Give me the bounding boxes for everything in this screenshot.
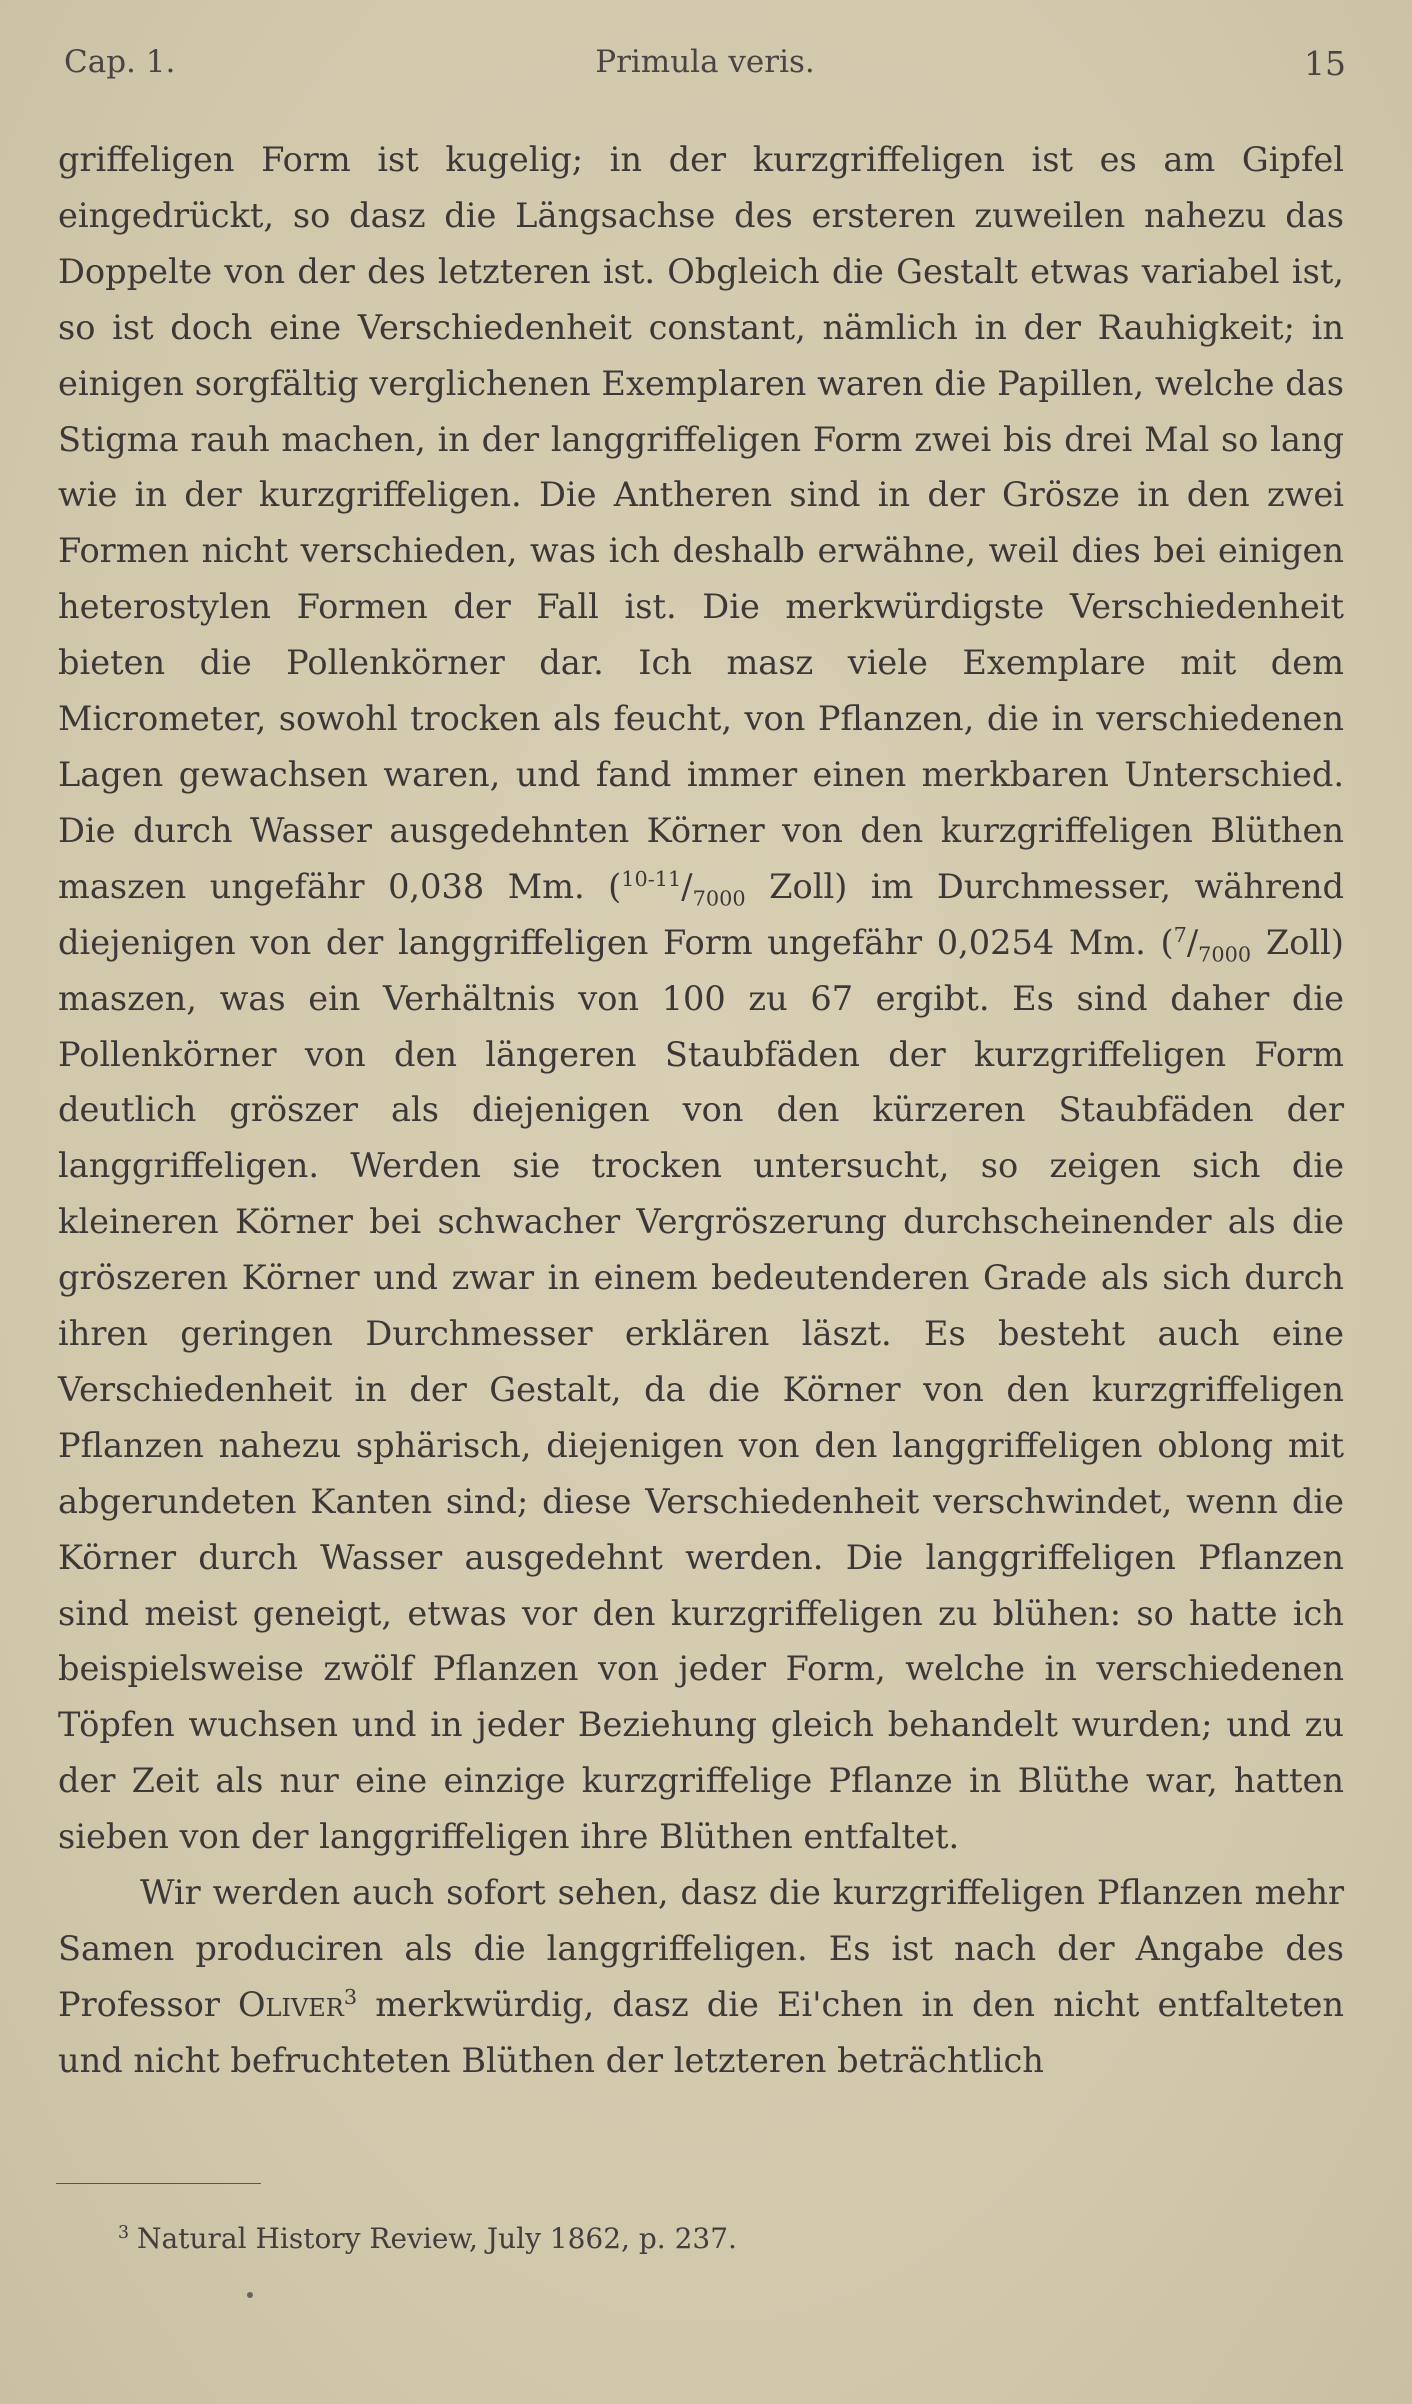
running-title: Primula veris.	[595, 44, 815, 80]
footnote-reference: 3	[343, 1984, 358, 2009]
fraction-denominator: 7000	[1198, 942, 1252, 967]
text-run: Zoll) im Durchmesser, während diejenigen von der langgriffeligen Form ungefähr 0,0254 Mm. (	[58, 866, 1344, 962]
fraction-denominator: 7000	[692, 886, 746, 911]
body-text	[58, 132, 1344, 2089]
fraction-numerator: 7	[1173, 922, 1187, 947]
footnote-text: Natural History Review, July 1862, p. 237.	[137, 2222, 737, 2255]
footnote-mark: 3	[118, 2222, 130, 2243]
paragraph: griffeligen Form ist kugelig; in der kurzgriffeligen ist es am Gipfel eingedrückt, so dasz die Längsachse des ersteren zuweilen nahezu das Doppelte von der des letzteren ist. Obgleich die Gestalt etwas variabel ist, so ist doch eine Verschiedenheit constant, nämlich in der Rauhigkeit; in einigen sorgfältig verglichenen Exemplaren waren die Papillen, welche das Stigma rauh machen, in der langgriffeligen Form zwei bis drei Mal so lang wie in der kurzgriffeligen. Die Antheren sind in der Grösze in den zwei Formen nicht verschieden, was ich deshalb erwähne, weil dies bei einigen heterostylen Formen der Fall ist. Die merkwürdigste Verschiedenheit bieten die Pollenkörner dar. Ich masz viele Exemplare mit dem Micrometer, sowohl trocken als feucht, von Pflanzen, die in verschiedenen Lagen gewachsen waren, und fand immer einen merkbaren Unterschied. Die durch Wasser ausgedehnten Körner von den kurzgriffeligen Blüthen maszen ungefähr 0,038 Mm. ($^{10-11}/_{7000}$ Zoll) im Durchmesser, während diejenigen von der langgriffeligen Form ungefähr 0,0254 Mm. ($^7/_{7000}$ Zoll) maszen, was ein Verhältnis von 100 zu 67 ergibt. Es sind daher die Pollenkörner von den längeren Staubfäden der kurzgriffeligen Form deutlich gröszer als diejenigen von den kürzeren Staubfäden der langgriffeligen. Werden sie trocken untersucht, so zeigen sich die kleineren Körner bei schwacher Vergröszerung durchscheinender als die gröszeren Körner und zwar in einem bedeutenderen Grade als sich durch ihren geringen Durchmesser erklären läszt. Es besteht auch eine Verschiedenheit in der Gestalt, da die Körner von den kurzgriffeligen Pflanzen nahezu sphärisch, diejenigen von den langgriffeligen oblong mit abgerundeten Kanten sind; diese Verschiedenheit verschwindet, wenn die Körner durch Wasser ausgedehnt werden. Die langgriffeligen Pflanzen sind meist geneigt, etwas vor den kurzgriffeligen zu blühen: so hatte ich beispielsweise zwölf Pflanzen von jeder Form, welche in verschiedenen Töpfen wuchsen und in jeder Beziehung gleich behandelt wurden; und zu der Zeit als nur eine einzige kurzgriffelige Pflanze in Blüthe war, hatten sieben von der langgriffeligen ihre Blüthen entfaltet.	[58, 140, 1344, 1857]
text-run: merkwürdig, dasz die Ei'chen in den nicht entfalteten und nicht befruchteten Blüthen der letzteren beträchtlich	[58, 1984, 1344, 2080]
footnote	[118, 2222, 737, 2255]
paper-speck	[247, 2292, 253, 2298]
running-head	[64, 44, 1346, 90]
fraction-numerator: 10-11	[621, 866, 682, 891]
text-run: Wir werden auch sofort sehen, dasz die kurzgriffeligen Pflanzen mehr Samen produciren als die langgriffeligen. Es ist nach der Angabe des Professor	[58, 1873, 1344, 2024]
footnote-divider	[56, 2183, 261, 2184]
page-number: 15	[1304, 44, 1346, 83]
author-name: Oliver	[238, 1984, 344, 2024]
text-run: Zoll) maszen, was ein Verhältnis von 100 zu 67 ergibt. Es sind daher die Pollenkörner von den längeren Staubfäden der kurzgriffeligen Form deutlich gröszer als diejenigen von den kürzeren Staubfäden der langgriffeligen. Werden sie trocken untersucht, so zeigen sich die kleineren Körner bei schwacher Vergröszerung durchscheinender als die gröszeren Körner und zwar in einem bedeutenderen Grade als sich durch ihren geringen Durchmesser erklären läszt. Es besteht auch eine Verschiedenheit in der Gestalt, da die Körner von den kurzgriffeligen Pflanzen nahezu sphärisch, diejenigen von den langgriffeligen oblong mit abgerundeten Kanten sind; diese Verschiedenheit verschwindet, wenn die Körner durch Wasser ausgedehnt werden. Die langgriffeligen Pflanzen sind meist geneigt, etwas vor den kurzgriffeligen zu blühen: so hatte ich beispielsweise zwölf Pflanzen von jeder Form, welche in verschiedenen Töpfen wuchsen und in jeder Beziehung gleich behandelt wurden; und zu der Zeit als nur eine einzige kurzgriffelige Pflanze in Blüthe war, hatten sieben von der langgriffeligen ihre Blüthen entfaltet.	[58, 922, 1344, 1857]
paragraph	[58, 1865, 1344, 2089]
chapter-label: Cap. 1.	[64, 44, 176, 80]
text-run: griffeligen Form ist kugelig; in der kurzgriffeligen ist es am Gipfel eingedrückt, so dasz die Längsachse des ersteren zuweilen nahezu das Doppelte von der des letzteren ist. Obgleich die Gestalt etwas variabel ist, so ist doch eine Verschiedenheit constant, nämlich in der Rauhigkeit; in einigen sorgfältig verglichenen Exemplaren waren die Papillen, welche das Stigma rauh machen, in der langgriffeligen Form zwei bis drei Mal so lang wie in der kurzgriffeligen. Die Antheren sind in der Grösze in den zwei Formen nicht verschieden, was ich deshalb erwähne, weil dies bei einigen heterostylen Formen der Fall ist. Die merkwürdigste Verschiedenheit bieten die Pollenkörner dar. Ich masz viele Exemplare mit dem Micrometer, sowohl trocken als feucht, von Pflanzen, die in verschiedenen Lagen gewachsen waren, und fand immer einen merkbaren Unterschied. Die durch Wasser ausgedehnten Körner von den kurzgriffeligen Blüthen maszen ungefähr 0,038 Mm. (	[58, 140, 1344, 906]
